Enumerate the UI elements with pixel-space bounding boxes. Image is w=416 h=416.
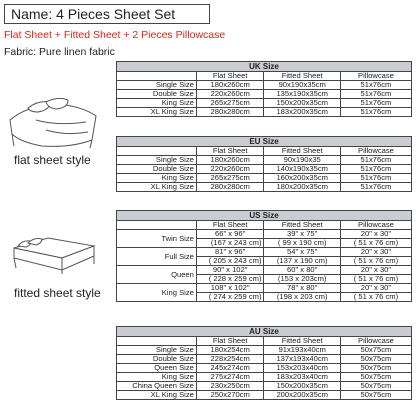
- table-header-cell: [117, 147, 196, 156]
- table-cell: 91x193x40cm: [264, 346, 340, 355]
- table-row: [117, 165, 411, 174]
- table-header-cell: [117, 221, 196, 230]
- table-row: [117, 81, 411, 90]
- table-row: [117, 90, 411, 99]
- table-cell: Double Size: [117, 165, 196, 174]
- table-row: [117, 230, 411, 239]
- table-cell: 20" x 30": [340, 284, 411, 293]
- table-header-cell: Pillowcase: [340, 147, 411, 156]
- table-row: [117, 183, 411, 192]
- table-row: [117, 355, 411, 364]
- flat-sheet-icon: [6, 92, 100, 150]
- table-cell: Single Size: [117, 156, 196, 165]
- table-cell: ( 51 x 76 cm): [340, 239, 411, 248]
- table-row: [117, 108, 411, 117]
- table-header-row: [117, 147, 411, 156]
- fabric-info: Fabric: Pure linen fabric: [4, 46, 115, 58]
- table-header-cell: Fitted Sheet: [264, 147, 340, 156]
- product-subtitle: Flat Sheet + Fitted Sheet + 2 Pieces Pillowcase: [4, 29, 226, 41]
- table-cell: 50x75cm: [340, 346, 411, 355]
- table-cell: 51x76cm: [340, 183, 411, 192]
- table-cell: Queen Size: [117, 364, 196, 373]
- table-cell: XL King Size: [117, 391, 196, 400]
- table-cell: 90" x 102": [196, 266, 264, 275]
- table-header-cell: Pillowcase: [340, 72, 411, 81]
- table-cell: (198 x 203 cm): [264, 293, 340, 302]
- table-cell: 50x75cm: [340, 391, 411, 400]
- table-cell: 245x274cm: [196, 364, 264, 373]
- table-cell: 265x275cm: [196, 99, 264, 108]
- table-cell: 265x275cm: [196, 174, 264, 183]
- table-cell: 54" x 75": [264, 248, 340, 257]
- table-cell: 51x76cm: [340, 156, 411, 165]
- table-cell: King Size: [117, 99, 196, 108]
- page-title: Name: 4 Pieces Sheet Set: [4, 4, 210, 24]
- table-header-cell: [117, 72, 196, 81]
- table-cell: 39" x 75": [264, 230, 340, 239]
- table-cell: 137x193x40cm: [264, 355, 340, 364]
- au-size-title: AU Size: [117, 327, 411, 337]
- table-cell: 108" x 102": [196, 284, 264, 293]
- table-cell: ( 205 x 243 cm): [196, 257, 264, 266]
- fitted-sheet-icon: [8, 232, 98, 276]
- table-cell: ( 51 x 76 cm): [340, 275, 411, 284]
- eu-size-title: EU Size: [117, 137, 411, 147]
- table-row: [117, 99, 411, 108]
- table-cell: 50x75cm: [340, 373, 411, 382]
- table-cell: ( 51 x 76 cm): [340, 257, 411, 266]
- table-cell: 275x274cm: [196, 373, 264, 382]
- table-cell: 66" x 96": [196, 230, 264, 239]
- table-cell: 180x254cm: [196, 346, 264, 355]
- table-header-row: [117, 337, 411, 346]
- table-cell: 220x260cm: [196, 90, 264, 99]
- table-cell: 183x203x40cm: [264, 373, 340, 382]
- table-cell: China Queen Size: [117, 382, 196, 391]
- table-header-cell: Flat Sheet: [196, 72, 264, 81]
- table-row: [117, 266, 411, 275]
- table-cell: 140x190x35cm: [264, 165, 340, 174]
- table-row: [117, 346, 411, 355]
- table-cell: (153 x 203cm): [264, 275, 340, 284]
- table-cell: ( 99 x 190 cm): [264, 239, 340, 248]
- table-header-cell: Pillowcase: [340, 221, 411, 230]
- table-cell: 250x270cm: [196, 391, 264, 400]
- table-header-cell: [117, 337, 196, 346]
- table-row: [117, 391, 411, 400]
- table-cell: King Size: [117, 174, 196, 183]
- table-cell: Single Size: [117, 346, 196, 355]
- table-cell: (167 x 243 cm): [196, 239, 264, 248]
- table-cell: 228x254cm: [196, 355, 264, 364]
- table-cell: 50x75cm: [340, 382, 411, 391]
- table-cell: 51x76cm: [340, 99, 411, 108]
- table-cell: 90x190x35cm: [264, 81, 340, 90]
- table-cell: 20" x 30": [340, 248, 411, 257]
- table-cell: 280x280cm: [196, 183, 264, 192]
- table-cell: 51x76cm: [340, 174, 411, 183]
- au-size-table: [116, 326, 412, 400]
- table-cell: 153x203x40cm: [264, 364, 340, 373]
- table-cell: 20" x 30": [340, 230, 411, 239]
- table-cell: 51x76cm: [340, 165, 411, 174]
- table-cell: (137 x 190 cm): [264, 257, 340, 266]
- table-cell: Twin Size: [117, 230, 196, 248]
- table-cell: 180x260cm: [196, 81, 264, 90]
- table-cell: Full Size: [117, 248, 196, 266]
- table-row: [117, 248, 411, 257]
- table-cell: XL King Size: [117, 108, 196, 117]
- table-cell: 60" x 80": [264, 266, 340, 275]
- table-cell: 51x76cm: [340, 81, 411, 90]
- table-cell: 180x260cm: [196, 156, 264, 165]
- table-header-cell: Fitted Sheet: [264, 221, 340, 230]
- us-size-table: [116, 210, 412, 302]
- table-header-cell: Fitted Sheet: [264, 337, 340, 346]
- table-cell: 150x200x35cm: [264, 382, 340, 391]
- table-cell: XL King Size: [117, 183, 196, 192]
- table-row: [117, 373, 411, 382]
- uk-size-table: [116, 61, 412, 117]
- table-cell: 51x76cm: [340, 90, 411, 99]
- table-row: [117, 382, 411, 391]
- table-cell: ( 51 x 76 cm): [340, 293, 411, 302]
- table-row: [117, 156, 411, 165]
- table-cell: 150x200x35cm: [264, 99, 340, 108]
- table-header-cell: Flat Sheet: [196, 147, 264, 156]
- table-header-cell: Flat Sheet: [196, 337, 264, 346]
- table-cell: 200x200x35cm: [264, 391, 340, 400]
- flat-sheet-style-label: flat sheet style: [14, 153, 91, 167]
- table-cell: Double Size: [117, 90, 196, 99]
- table-header-cell: Flat Sheet: [196, 221, 264, 230]
- table-cell: 220x260cm: [196, 165, 264, 174]
- table-cell: 90x190x35: [264, 156, 340, 165]
- table-cell: 230x250cm: [196, 382, 264, 391]
- fitted-sheet-style-label: fitted sheet style: [14, 286, 101, 300]
- table-header-row: [117, 221, 411, 230]
- table-cell: 78" x 80": [264, 284, 340, 293]
- table-cell: 280x280cm: [196, 108, 264, 117]
- table-cell: ( 274 x 259 cm): [196, 293, 264, 302]
- table-cell: Single Size: [117, 81, 196, 90]
- table-cell: 180x200x35cm: [264, 183, 340, 192]
- table-cell: ( 228 x 259 cm): [196, 275, 264, 284]
- table-row: [117, 174, 411, 183]
- eu-size-table: [116, 136, 412, 192]
- table-cell: 20" x 30": [340, 266, 411, 275]
- table-cell: King Size: [117, 373, 196, 382]
- table-cell: 50x75cm: [340, 355, 411, 364]
- table-header-cell: Fitted Sheet: [264, 72, 340, 81]
- table-cell: 183x200x35cm: [264, 108, 340, 117]
- table-row: [117, 364, 411, 373]
- table-cell: 135x190x35cm: [264, 90, 340, 99]
- table-cell: 50x75cm: [340, 364, 411, 373]
- us-size-title: US Size: [117, 211, 411, 221]
- table-cell: 81" x 96": [196, 248, 264, 257]
- table-cell: Queen: [117, 266, 196, 284]
- table-row: [117, 284, 411, 293]
- table-header-row: [117, 72, 411, 81]
- table-cell: Double Size: [117, 355, 196, 364]
- table-header-cell: Pillowcase: [340, 337, 411, 346]
- table-cell: King Size: [117, 284, 196, 302]
- uk-size-title: UK Size: [117, 62, 411, 72]
- table-cell: 160x200x35cm: [264, 174, 340, 183]
- table-cell: 51x76cm: [340, 108, 411, 117]
